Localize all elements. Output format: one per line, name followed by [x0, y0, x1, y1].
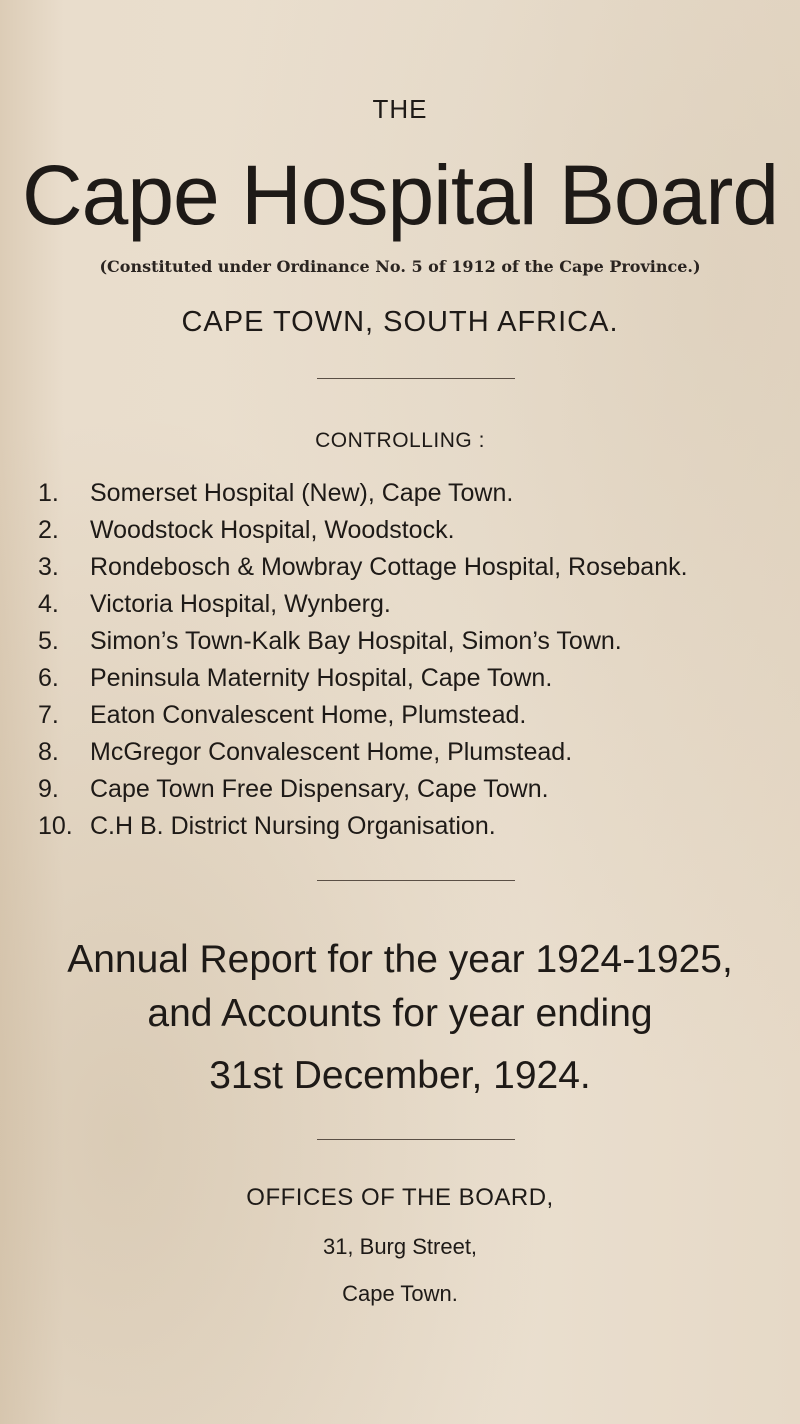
list-item-text: Somerset Hospital (New), Cape Town.: [90, 479, 514, 507]
list-item: [38, 697, 688, 734]
divider-rule: [317, 378, 515, 379]
list-item: [38, 734, 688, 771]
constitution-note: (Constituted under Ordinance No. 5 of 1912 of the Cape Province.): [99, 257, 701, 276]
report-title-line-3: 31st December, 1924.: [209, 1054, 591, 1097]
list-item-number: 7.: [38, 701, 59, 729]
board-name-title: Cape Hospital Board: [21, 148, 779, 242]
report-title-line-1: Annual Report for the year 1924-1925,: [67, 938, 733, 981]
list-item: [38, 586, 688, 623]
list-item-text: C.H B. District Nursing Organisation.: [90, 812, 496, 840]
list-item: [38, 475, 688, 512]
list-item-text: McGregor Convalescent Home, Plumstead.: [90, 738, 573, 766]
list-item-text: Woodstock Hospital, Woodstock.: [90, 516, 455, 544]
list-item-number: 2.: [38, 516, 59, 544]
list-item-number: 8.: [38, 738, 59, 766]
list-item-text: Cape Town Free Dispensary, Cape Town.: [90, 775, 549, 803]
list-item-text: Victoria Hospital, Wynberg.: [90, 590, 391, 618]
list-item-number: 5.: [38, 627, 59, 655]
the-label: THE: [372, 94, 428, 124]
controlled-institutions-list: [38, 475, 688, 845]
list-item: [38, 808, 688, 845]
divider-rule: [317, 880, 515, 881]
list-item: [38, 660, 688, 697]
list-item-number: 4.: [38, 590, 59, 618]
offices-heading: OFFICES OF THE BOARD,: [246, 1184, 554, 1211]
list-item-text: Rondebosch & Mowbray Cottage Hospital, Rosebank.: [90, 553, 688, 581]
list-item: [38, 549, 688, 586]
list-item: [38, 623, 688, 660]
offices-town: Cape Town.: [342, 1281, 458, 1306]
list-item-number: 6.: [38, 664, 59, 692]
list-item-text: Simon’s Town-Kalk Bay Hospital, Simon’s Town.: [90, 627, 622, 655]
report-title-line-2: and Accounts for year ending: [147, 992, 653, 1035]
list-item-text: Eaton Convalescent Home, Plumstead.: [90, 701, 527, 729]
list-item-number: 9.: [38, 775, 59, 803]
controlling-label: CONTROLLING :: [315, 429, 485, 452]
location-heading: CAPE TOWN, SOUTH AFRICA.: [181, 306, 619, 338]
list-item-number: 3.: [38, 553, 59, 581]
list-item-text: Peninsula Maternity Hospital, Cape Town.: [90, 664, 553, 692]
list-item: [38, 771, 688, 808]
divider-rule: [317, 1139, 515, 1140]
offices-street: 31, Burg Street,: [322, 1234, 478, 1259]
list-item: [38, 512, 688, 549]
list-item-number: 10.: [38, 812, 73, 840]
list-item-number: 1.: [38, 479, 59, 507]
